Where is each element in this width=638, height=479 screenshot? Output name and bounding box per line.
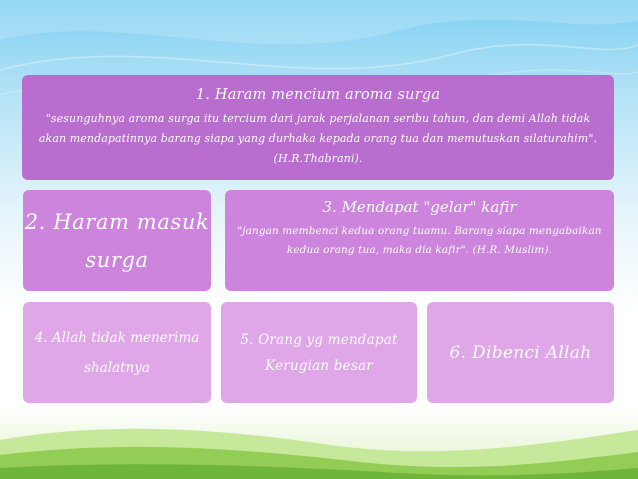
card-6-title: 6. Dibenci Allah [449,342,592,363]
card-5-title: 5. Orang yg mendapat Kerugian besar [240,331,398,374]
card-2-title: 2. Haram masuk surga [24,209,210,272]
card-allah-tidak-menerima-shalatnya [23,302,211,403]
card-haram-masuk-surga [23,190,211,291]
card-3-title: 3. Mendapat "gelar" kafir [322,198,517,216]
card-4-title: 4. Allah tidak menerima shalatnya [34,329,200,376]
card-haram-mencium-aroma-surga [22,75,614,180]
card-3-hadith-text: "jangan membenci kedua orang tuamu. Barang siapa mengabaikan kedua orang tua, maka dia kafir". (H.R. Muslim). [237,225,602,256]
card-mendapat-gelar-kafir [225,190,614,291]
card-orang-yg-mendapat-kerugian [221,302,417,403]
card-1-hadith-text: "sesunguhnya aroma surga itu tercium dari jarak perjalanan seribu tahun, dan demi Allah tidak akan mendapatinnya barang siapa yang durhaka kepada orang tua dan memutuskan silaturahim". (H.R.Thabrani). [38,112,598,165]
card-1-title: 1. Haram mencium aroma surga [195,87,441,103]
card-dibenci-allah [427,302,614,403]
